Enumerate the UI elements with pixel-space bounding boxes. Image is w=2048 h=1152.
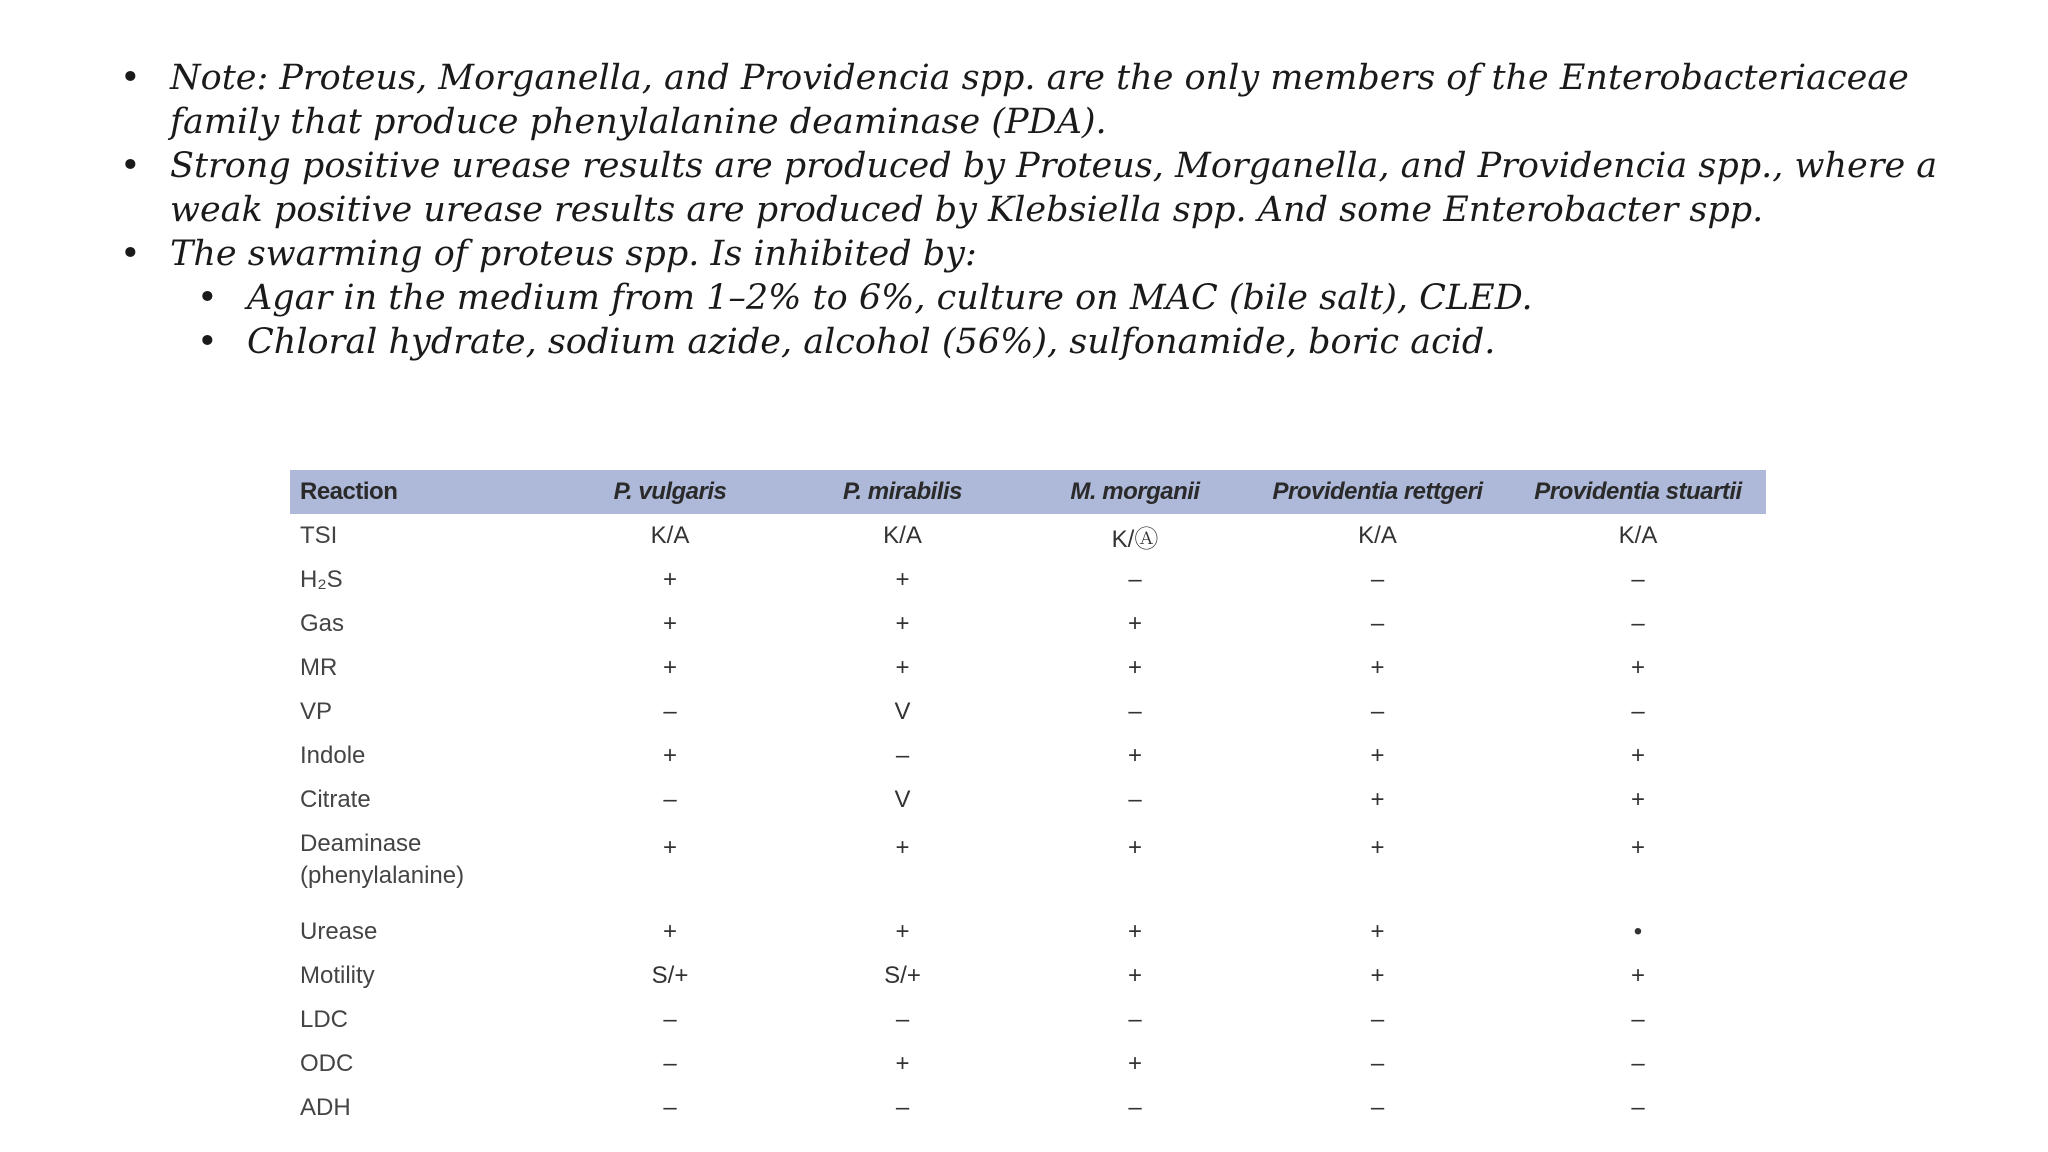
table-row bbox=[290, 1086, 1766, 1130]
header-reaction: Reaction bbox=[300, 478, 398, 505]
row-label: Indole bbox=[300, 742, 366, 769]
cell: – bbox=[1370, 610, 1385, 637]
cell: – bbox=[1631, 1050, 1645, 1077]
row-label: LDC bbox=[300, 1006, 349, 1033]
cell: + bbox=[662, 566, 677, 593]
cell: + bbox=[895, 654, 910, 681]
cell: – bbox=[895, 1006, 910, 1033]
cell: + bbox=[1370, 654, 1385, 681]
cell: + bbox=[1370, 918, 1385, 945]
reaction-table-container bbox=[290, 470, 1766, 1130]
cell: – bbox=[663, 1094, 677, 1121]
notes-list bbox=[120, 56, 2000, 364]
cell: S/+ bbox=[651, 962, 689, 989]
cell: + bbox=[895, 918, 910, 945]
row-label: MR bbox=[300, 654, 338, 681]
cell: + bbox=[1370, 786, 1385, 813]
header-p-mirabilis: P. mirabilis bbox=[843, 478, 962, 505]
cell: – bbox=[895, 742, 910, 769]
row-label: Deaminase (phenylalanine) bbox=[300, 830, 465, 889]
cell: + bbox=[1127, 1050, 1142, 1077]
table-body bbox=[290, 514, 1766, 1130]
header-p-vulgaris: P. vulgaris bbox=[613, 478, 727, 505]
cell: + bbox=[895, 610, 910, 637]
cell: – bbox=[1370, 566, 1385, 593]
table-row bbox=[290, 690, 1766, 734]
cell: + bbox=[895, 566, 910, 593]
header-providentia-stuartii: Providentia stuartii bbox=[1534, 478, 1742, 505]
row-label: VP bbox=[300, 698, 333, 725]
cell: + bbox=[1127, 918, 1142, 945]
cell: – bbox=[663, 1006, 677, 1033]
reaction-table bbox=[290, 470, 1766, 1130]
cell: – bbox=[1128, 1094, 1142, 1121]
note-urease: • Strong positive urease results are produced by Proteus, Morganella, and Providencia spp., where a weak positive urease results are produced by Klebsiella spp. And some Enterobacter spp. bbox=[120, 144, 2000, 232]
cell: K/A bbox=[650, 522, 690, 549]
cell: + bbox=[895, 1050, 910, 1077]
cell: – bbox=[1128, 786, 1142, 813]
cell: • bbox=[1633, 918, 1643, 945]
row-label: Citrate bbox=[300, 786, 371, 813]
cell: + bbox=[1630, 654, 1645, 681]
table-row bbox=[290, 778, 1766, 822]
cell: + bbox=[662, 834, 677, 861]
cell: + bbox=[1630, 962, 1645, 989]
cell: – bbox=[1370, 698, 1385, 725]
note-swarming-text: The swarming of proteus spp. Is inhibited by: bbox=[170, 234, 977, 274]
cell: + bbox=[662, 610, 677, 637]
cell: – bbox=[1128, 1006, 1142, 1033]
row-label: ODC bbox=[300, 1050, 354, 1077]
row-label: Motility bbox=[300, 962, 375, 989]
cell: – bbox=[663, 698, 677, 725]
table-row bbox=[290, 646, 1766, 690]
cell: – bbox=[1631, 1006, 1645, 1033]
note-swarming bbox=[120, 232, 2000, 364]
cell: – bbox=[1631, 1094, 1645, 1121]
inhibitor-chemicals: • Chloral hydrate, sodium azide, alcohol (56%), sulfonamide, boric acid. bbox=[197, 320, 2000, 364]
table-row bbox=[290, 558, 1766, 602]
cell: – bbox=[1631, 566, 1645, 593]
cell: V bbox=[894, 698, 911, 725]
cell: + bbox=[662, 654, 677, 681]
table-row bbox=[290, 910, 1766, 954]
table-row bbox=[290, 1042, 1766, 1086]
cell: S/+ bbox=[884, 962, 921, 989]
swarming-inhibitors-list bbox=[170, 276, 2000, 364]
cell: K/A bbox=[1358, 522, 1397, 549]
cell: + bbox=[895, 834, 910, 861]
cell: + bbox=[1370, 962, 1385, 989]
table-header bbox=[290, 470, 1766, 514]
cell: – bbox=[1631, 698, 1645, 725]
cell: + bbox=[1630, 786, 1645, 813]
table-row bbox=[290, 954, 1766, 998]
cell: K/A bbox=[1618, 522, 1658, 549]
cell: + bbox=[1127, 962, 1142, 989]
table-row bbox=[290, 514, 1766, 558]
cell: – bbox=[663, 786, 677, 813]
cell: K/Ⓐ bbox=[1111, 525, 1159, 553]
cell: + bbox=[1370, 742, 1385, 769]
header-m-morganii: M. morganii bbox=[1070, 478, 1200, 505]
note-pda: • Note: Proteus, Morganella, and Providencia spp. are the only members of the Enterobacteriaceae family that produce phenylalanine deaminase (PDA). bbox=[120, 56, 2000, 144]
row-label: TSI bbox=[300, 522, 338, 549]
cell: + bbox=[1127, 834, 1142, 861]
cell: + bbox=[662, 918, 677, 945]
cell: + bbox=[1127, 654, 1142, 681]
row-label: Urease bbox=[300, 918, 378, 945]
table-row bbox=[290, 822, 1766, 910]
inhibitor-agar: • Agar in the medium from 1–2% to 6%, culture on MAC (bile salt), CLED. bbox=[197, 276, 2000, 320]
cell: + bbox=[1127, 742, 1142, 769]
cell: + bbox=[1127, 610, 1142, 637]
row-label: Gas bbox=[300, 610, 345, 637]
cell: – bbox=[1631, 610, 1645, 637]
cell: – bbox=[1370, 1094, 1385, 1121]
cell: K/A bbox=[883, 522, 922, 549]
header-providentia-rettgeri: Providentia rettgeri bbox=[1272, 478, 1483, 505]
table-row bbox=[290, 998, 1766, 1042]
row-label: H₂S bbox=[300, 566, 343, 593]
cell: + bbox=[1630, 742, 1645, 769]
cell: – bbox=[1370, 1006, 1385, 1033]
cell: – bbox=[1370, 1050, 1385, 1077]
table-header-row bbox=[290, 470, 1766, 514]
notes-block bbox=[120, 56, 2000, 364]
cell: + bbox=[662, 742, 677, 769]
row-label: ADH bbox=[300, 1094, 351, 1121]
cell: + bbox=[1370, 834, 1385, 861]
table-row bbox=[290, 734, 1766, 778]
cell: – bbox=[1128, 698, 1142, 725]
cell: V bbox=[894, 786, 911, 813]
cell: – bbox=[1128, 566, 1142, 593]
cell: – bbox=[663, 1050, 677, 1077]
cell: – bbox=[895, 1094, 910, 1121]
cell: + bbox=[1630, 834, 1645, 861]
table-row bbox=[290, 602, 1766, 646]
